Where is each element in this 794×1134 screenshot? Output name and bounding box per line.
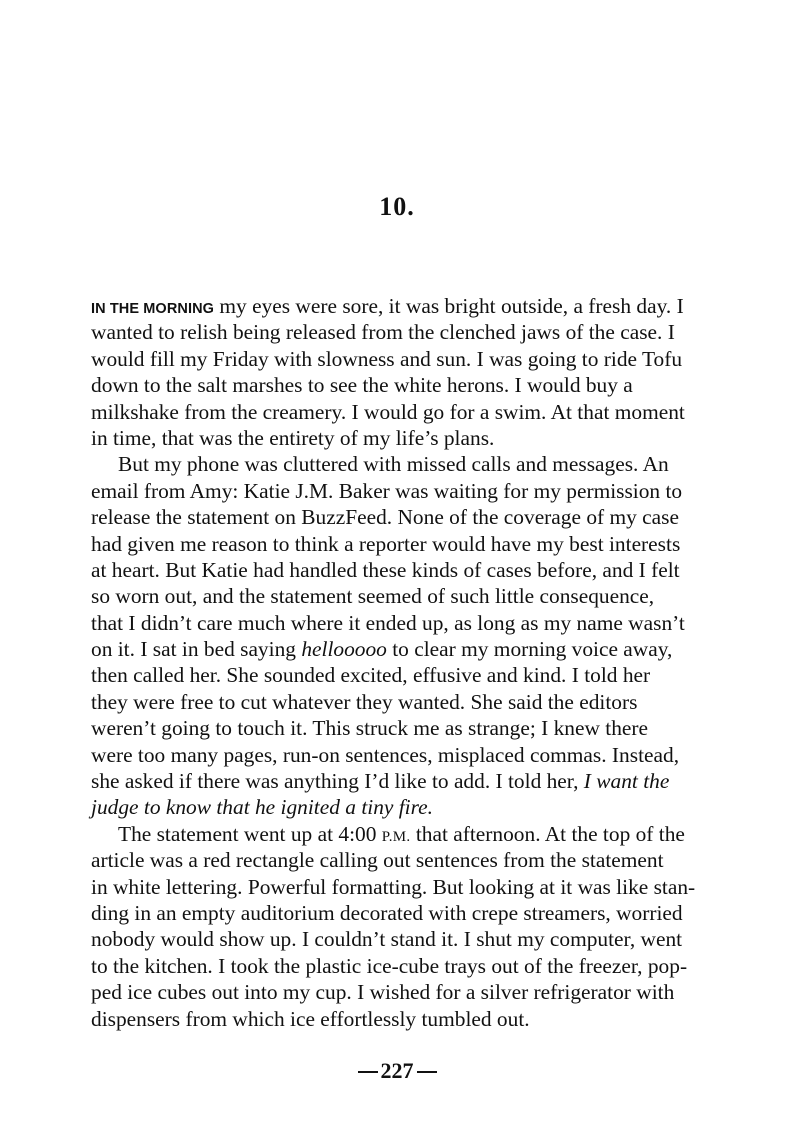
text-line: milkshake from the creamery. I would go for a swim. At that moment xyxy=(91,399,685,424)
text-line: would fill my Friday with slowness and sun. I was going to ride Tofu xyxy=(91,346,683,371)
text-line: were too many pages, run-on sentences, misplaced commas. Instead, xyxy=(91,742,680,767)
chapter-body xyxy=(91,293,731,1032)
line-text: she asked if there was anything I’d like to add. I told her, xyxy=(91,769,584,794)
paragraph xyxy=(91,293,731,451)
text-line: had given me reason to think a reporter would have my best interests xyxy=(91,531,681,556)
line-text: that afternoon. At the top of the xyxy=(410,821,685,846)
italic-text: I want the xyxy=(583,769,670,794)
paragraph xyxy=(91,451,731,820)
italic-text: hellooooo xyxy=(301,637,387,662)
text-line: But my phone was cluttered with missed calls and messages. An xyxy=(118,452,669,477)
text-line: ped ice cubes out into my cup. I wished for a silver refrigerator with xyxy=(91,980,675,1005)
small-caps-text: P.M. xyxy=(381,828,411,845)
text-line: then called her. She sounded excited, effusive and kind. I told her xyxy=(91,663,651,688)
text-line xyxy=(91,794,731,820)
page-number-text: 227 xyxy=(380,1058,414,1083)
text-line: at heart. But Katie had handled these kinds of cases before, and I felt xyxy=(91,557,680,582)
text-line: email from Amy: Katie J.M. Baker was waiting for my permission to xyxy=(91,478,683,503)
chapter-number: 10. xyxy=(379,192,415,221)
text-line: nobody would show up. I couldn’t stand it. I shut my computer, went xyxy=(91,927,683,952)
text-line: wanted to relish being released from the clenched jaws of the case. I xyxy=(91,320,675,345)
text-line: dispensers from which ice effortlessly tumbled out. xyxy=(91,1006,530,1031)
text-line: so worn out, and the statement seemed of such little consequence, xyxy=(91,584,655,609)
text-line: weren’t going to touch it. This struck me as strange; I knew there xyxy=(91,716,649,741)
line-text: on it. I sat in bed saying xyxy=(91,637,302,662)
lead-in: IN THE MORNING xyxy=(91,301,215,317)
text-line xyxy=(91,821,731,847)
text-line xyxy=(91,293,731,319)
text-line: article was a red rectangle calling out sentences from the statement xyxy=(91,848,664,873)
line-text: to clear my morning voice away, xyxy=(386,637,673,662)
text-line: they were free to cut whatever they wanted. She said the editors xyxy=(91,689,638,714)
line-text: The statement went up at 4:00 xyxy=(118,821,382,846)
text-line: that I didn’t care much where it ended up, as long as my name wasn’t xyxy=(91,610,685,635)
paragraph xyxy=(91,821,731,1032)
dash-left-icon xyxy=(358,1071,378,1073)
line-text: my eyes were sore, it was bright outside, a fresh day. I xyxy=(214,294,684,318)
text-line xyxy=(91,768,731,794)
text-line: in time, that was the entirety of my life’s plans. xyxy=(91,425,495,450)
text-line: down to the salt marshes to see the white herons. I would buy a xyxy=(91,373,633,398)
text-line: to the kitchen. I took the plastic ice-cube trays out of the freezer, pop- xyxy=(91,953,688,978)
italic-text: judge to know that he ignited a tiny fire. xyxy=(91,795,433,820)
text-line xyxy=(91,636,731,662)
dash-right-icon xyxy=(417,1071,437,1073)
text-line: release the statement on BuzzFeed. None of the coverage of my case xyxy=(91,505,679,530)
page-number xyxy=(0,1058,794,1084)
text-line: in white lettering. Powerful formatting. But looking at it was like stan- xyxy=(91,874,696,899)
text-line: ding in an empty auditorium decorated with crepe streamers, worried xyxy=(91,900,683,925)
